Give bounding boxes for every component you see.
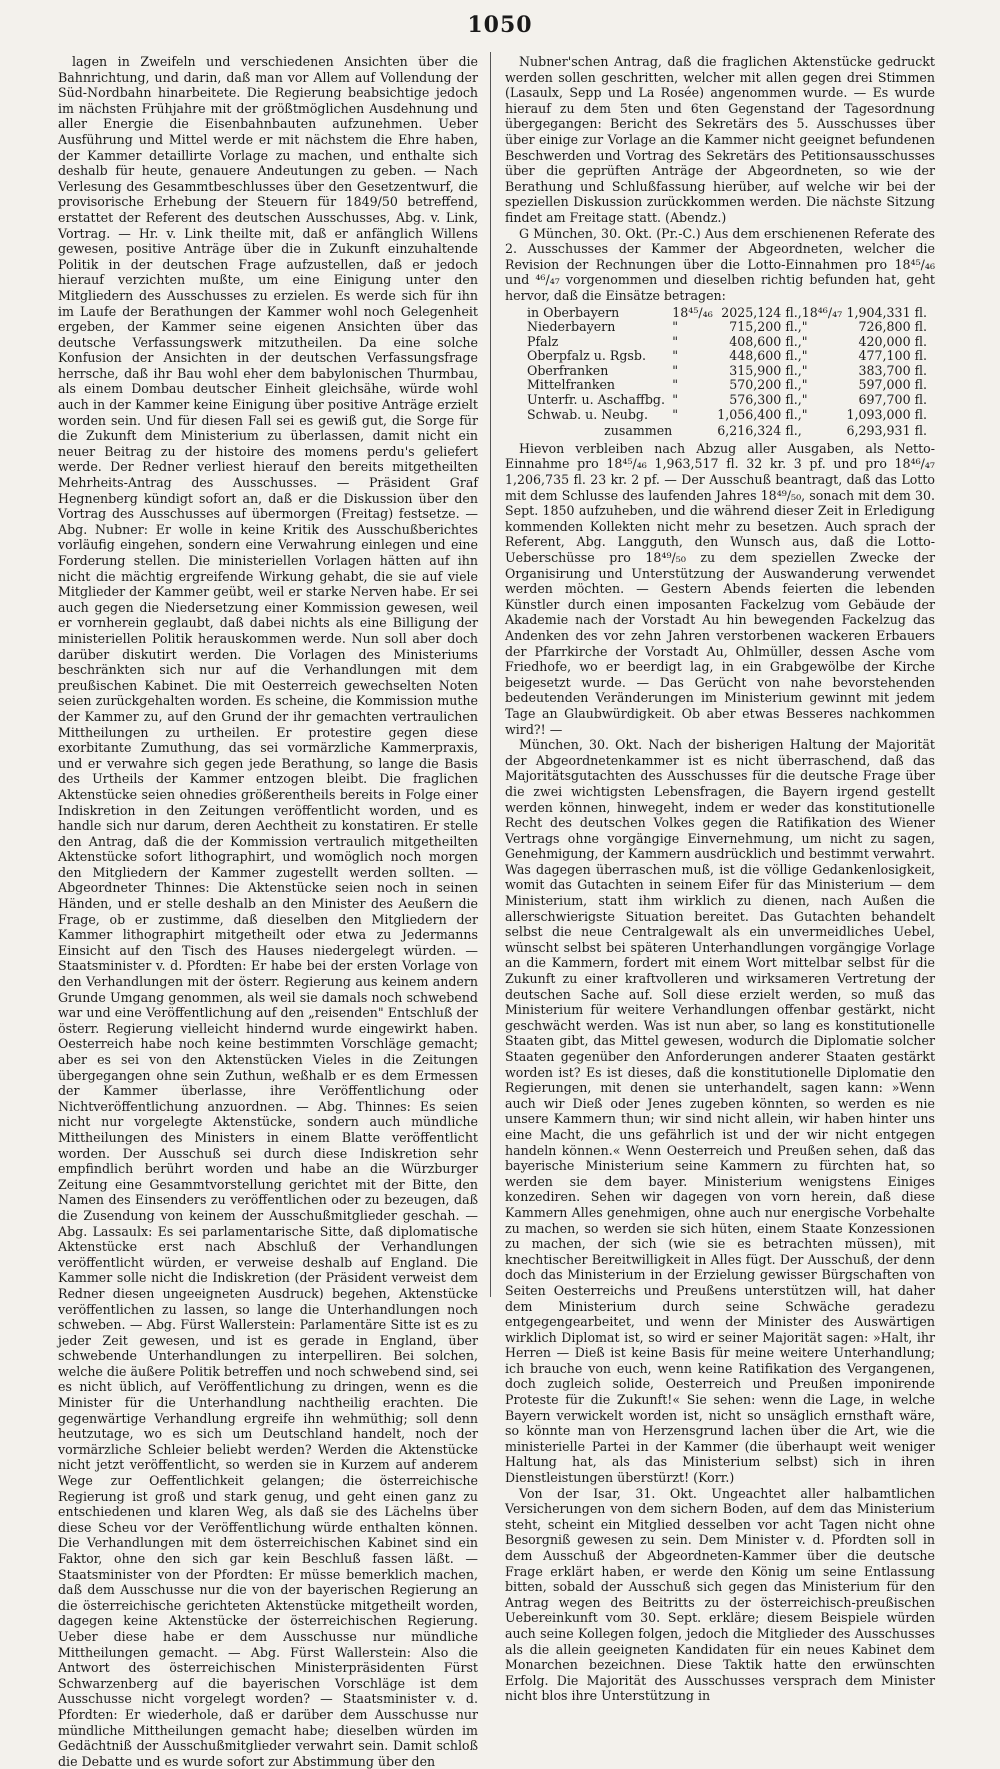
lotto-cell-y1-value: 570,200 fl., <box>729 377 802 393</box>
lotto-cell-y1-label: " <box>672 377 679 393</box>
lotto-cell-y1-value: 408,600 fl., <box>729 333 802 349</box>
lotto-row <box>527 335 927 350</box>
lotto-cell-y1-label: " <box>672 319 679 335</box>
lotto-row <box>527 408 927 423</box>
left-column <box>58 54 478 1769</box>
page-number: 1050 <box>467 12 533 38</box>
lotto-cell-y1-value: 315,900 fl., <box>729 362 802 378</box>
lotto-cell-y2-label: " <box>801 348 808 364</box>
lotto-total-row <box>527 422 927 439</box>
lotto-cell-y1-label: " <box>672 392 679 408</box>
lotto-cell-y2-value: 477,100 fl. <box>858 348 927 364</box>
lotto-cell-y2-value: 1,093,000 fl. <box>846 406 927 422</box>
lotto-cell-y2-value: 420,000 fl. <box>858 333 927 349</box>
lotto-cell-spacer <box>672 422 712 439</box>
lotto-cell-y1-label: " <box>672 333 679 349</box>
lotto-cell-region: Oberpfalz u. Rgsb. <box>527 348 646 364</box>
lotto-cell-y2-value: 726,800 fl. <box>858 319 927 335</box>
right-paragraph-2: G München, 30. Okt. (Pr.-C.) Aus dem erschienenen Referate des 2. Ausschusses der Kammer der Abgeordneten, welcher die Revision der Rechnungen über die Lotto-Einnahmen pro 18⁴⁵/₄₆ und ⁴⁶/₄₇ vorgenommen und dieselben richtig befunden hat, geht hervor, daß die Einsätze betragen: <box>505 225 935 303</box>
lotto-row <box>527 378 927 393</box>
lotto-cell-region: in Oberbayern <box>527 304 620 320</box>
lotto-cell-y2-value: 697,700 fl. <box>858 392 927 408</box>
lotto-cell-y1-value: 448,600 fl., <box>729 348 802 364</box>
right-paragraph-4: München, 30. Okt. Nach der bisherigen Haltung der Majorität der Abgeordnetenkammer ist es nicht überraschend, daß das Majoritätsgutachten des Ausschusses für die deutsche Frage über die zwei wichtigsten Lebensfragen, die Bayern irgend gestellt werden können, hinwegeht, indem er weder das konstitutionelle Recht des deutschen Volkes gegen die Ratifikation des Wiener Vertrags ohne vorgängige Einvernehmung, um nicht zu sagen, Genehmigung, der Kammern ausdrücklich und bestimmt verwahrt. Was dagegen überraschen muß, ist die völlige Gedankenlosigkeit, womit das Gutachten in seinem Eifer für das Ministerium — dem Ministerium, statt ihm wirklich zu dienen, nach Außen die allerschwierigste Situation bereitet. Das Gutachten behandelt selbst die neue Centralgewalt als ein unvermeidliches Uebel, wünscht selbst bei späteren Unterhandlungen vorgängige Vorlage an die Kammern, fordert mit einem Wort mittelbar selbst für die Zukunft zu einer kraftvolleren und wirksameren Vertretung der deutschen Sache auf. Soll diese erzielt werden, so muß das Ministerium für weitere Verhandlungen offenbar gestärkt, nicht geschwächt werden. Was ist nun aber, so lang es konstitutionelle Staaten gibt, das Mittel gewesen, wodurch die Diplomatie solcher Staaten gegenüber den Anforderungen anderer Staaten gestärkt worden ist? Es ist dieses, daß die konstitutionelle Diplomatie den Regierungen, mit denen sie unterhandelt, sagen kann: »Wenn auch wir Dieß oder Jenes zugeben könnten, so werden es nie unsere Kammern thun; wir sind nicht allein, wir haben hinter uns eine Macht, die uns gefährlich ist und der wir nicht entgegen handeln können.« Wenn Oesterreich und Preußen sehen, daß das bayerische Ministerium seine Kammern zu fürchten hat, so werden sie dem bayer. Ministerium wenigstens Einiges konzediren. Sehen wir dagegen von vorn herein, daß diese Kammern Alles genehmigen, ohne auch nur energische Vorbehalte zu machen, so werden sie sich hüten, einem Staate Konzessionen zu machen, der sich (wie sie es betrachten müssen), mit knechtischer Bereitwilligkeit in Alles fügt. Der Ausschuß, der denn doch das Ministerium in der Erzielung gewisser Bürgschaften von Seiten Oesterreichs und Preußens unterstützen will, hat daher dem Ministerium durch seine Schwäche geradezu entgegengearbeitet, und wenn der Minister des Auswärtigen wirklich Diplomat ist, so wird er seiner Majorität sagen: »Halt, ihr Herren — Dieß ist keine Basis für meine weitere Unterhandlung; ich brauche von euch, wenn keine Ratifikation des Vergangenen, doch zugleich solide, Oesterreich und Preußen imponirende Proteste für die Zukunft!« Sie sehen: wenn die Lage, in welche Bayern verwickelt worden ist, nicht so unsäglich ernsthaft wäre, so könnte man von Herzensgrund lachen über die Art, wie die ministerielle Partei in der Kammer (die überhaupt weit weniger Haltung hat, als das Ministerium selbst) sich in ihren Dienstleistungen überstürzt! (Korr.) <box>505 737 935 1486</box>
lotto-cell-y2-value: 1,904,331 fl. <box>846 304 927 320</box>
lotto-cell-y1-label: " <box>672 348 679 364</box>
lotto-cell-region: Niederbayern <box>527 319 616 335</box>
lotto-row <box>527 349 927 364</box>
lotto-cell-total-label: zusammen <box>604 423 673 439</box>
right-paragraph-1: Nubner'schen Antrag, daß die fraglichen Aktenstücke gedruckt werden sollen geschritten, welcher mit allen gegen drei Stimmen (Lasaulx, Sepp und La Rosée) angenommen wurde. — Es wurde hierauf zu dem 5ten und 6ten Gegenstand der Tagesordnung übergegangen: Bericht des Sekretärs des 5. Ausschusses über über einige zur Vorlage an die Kammer nicht geeignet befundenen Beschwerden und Vortrag des Sekretärs des Petitionsausschusses über die geprüften Anträge der Abgeordneten, so wie der Berathung und Schlußfassung hierüber, auf welche wir bei der speziellen Diskussion zurückkommen werden. Die nächste Sitzung findet am Freitage statt. (Abendz.) <box>505 54 935 225</box>
lotto-cell-y2-label: " <box>801 406 808 422</box>
right-column <box>505 54 935 1704</box>
lotto-cell-y1-label: 18⁴⁵/₄₆ <box>672 304 713 320</box>
lotto-table <box>527 306 927 439</box>
lotto-row <box>527 393 927 408</box>
lotto-cell-y1-value: 2025,124 fl., <box>721 304 802 320</box>
lotto-cell-y2-label: " <box>801 333 808 349</box>
lotto-cell-y2-label: " <box>801 319 808 335</box>
lotto-cell-y2-value: 597,000 fl. <box>858 377 927 393</box>
lotto-cell-y1-label: " <box>672 406 679 422</box>
left-paragraph-1: lagen in Zweifeln und verschiedenen Ansichten über die Bahnrichtung, und darin, daß man vor Allem auf Vollendung der Süd-Nordbahn hinarbeitete. Die Regierung beabsichtige jedoch im nächsten Frühjahre mit der größtmöglichen Ausdehnung und aller Energie die Eisenbahnbauten aufzunehmen. Ueber Ausführung und Mittel werde er mit nächstem die Ehre haben, der Kammer detaillirte Vorlage zu machen, und enthalte sich deshalb für heute, genauere Andeutungen zu geben. — Nach Verlesung des Gesammtbeschlusses über den Gesetzentwurf, die provisorische Erhebung der Steuern für 1849/50 betreffend, erstattet der Referent des deutschen Ausschusses, Abg. v. Link, Vortrag. — Hr. v. Link theilte mit, daß er anfänglich Willens gewesen, positive Anträge über die in Zukunft einzuhaltende Politik in der deutschen Frage aufzustellen, daß er jedoch hierauf verzichten mußte, um eine Einigung unter den Mitgliedern des Ausschusses zu erzielen. Es werde sich für ihn im Laufe der Berathungen der Kammer wohl noch Gelegenheit ergeben, der Kammer seine eigenen Ansichten über das deutsche Verfassungswerk mitzutheilen. Da eine solche Konfusion der Ansichten in der deutschen Verfassungsfrage herrsche, daß ihr Bau wohl eher dem babylonischen Thurmbau, als einem Dombau deutscher Einheit gleichsähe, würde wohl auch in der Kammer keine Einigung über positive Anträge erzielt worden sein. Und für diesen Fall sei es gewiß gut, die Sorge für die Zukunft dem Ministerium zu überlassen, damit nicht ein neuer Beitrag zu der histoire des momens perdu's geliefert werde. Der Redner verliest hierauf den bereits mitgetheilten Mehrheits-Antrag des Ausschusses. — Präsident Graf Hegnenberg kündigt sofort an, daß er die Diskussion über den Vortrag des Ausschusses auf übermorgen (Freitag) festsetze. — Abg. Nubner: Er wolle in keine Kritik des Ausschußberichtes vorläufig eingehen, sondern eine Verwahrung einlegen und eine Forderung stellen. Die ministeriellen Vorlagen hätten auf ihn nicht die mächtig ergreifende Wirkung gehabt, die sie auf viele Mitglieder der Kammer geübt, weil er starke Nerven habe. Er sei auch gegen die Niedersetzung einer Kommission gewesen, weil er vornherein geglaubt, daß dabei nichts als eine Billigung der ministeriellen Politik herauskommen werde. Nun soll aber doch darüber diskutirt werden. Die Vorlagen des Ministeriums beschränkten sich nur auf die Verhandlungen mit dem preußischen Kabinet. Die mit Oesterreich gewechselten Noten seien zurückgehalten worden. Es scheine, die Kommission muthe der Kammer zu, auf den Grund der ihr gemachten vertraulichen Mittheilungen zu urtheilen. Er protestire gegen diese exorbitante Zumuthung, das sei vormärzliche Kammerpraxis, und er verwahre sich gegen jede Berathung, so lange die Basis des Urtheils der Kammer entzogen bleibt. Die fraglichen Aktenstücke seien ohnedies größerentheils bereits in Folge einer Indiskretion in den Zeitungen veröffentlicht worden, und es handle sich nur darum, deren Aechtheit zu konstatiren. Er stelle den Antrag, daß die der Kommission vertraulich mitgetheilten Aktenstücke sofort lithographirt, und womöglich noch morgen den Mitgliedern der Kammer zugestellt werden sollten. — Abgeordneter Thinnes: Die Aktenstücke seien noch in seinen Händen, und er stelle deshalb an den Minister des Aeußern die Frage, ob er zustimme, daß dieselben den Mitgliedern der Kammer lithographirt mitgetheilt oder etwa zu Jedermanns Einsicht auf den Tisch des Hauses niedergelegt würden. — Staatsminister v. d. Pfordten: Er habe bei der ersten Vorlage von den Verhandlungen mit der österr. Regierung aus keinem andern Grunde Umgang genommen, als weil sie damals noch schwebend war und eine Veröffentlichung auf den „reisenden" Entschluß der österr. Regierung vielleicht hindernd wurde eingewirkt haben. Oesterreich habe noch keine bestimmten Vorschläge gemacht; aber es sei von den Aktenstücken Vieles in die Zeitungen übergegangen ohne sein Zuthun, weßhalb er es dem Ermessen der Kammer überlasse, ihre Veröffentlichung oder Nichtveröffentlichung anzuordnen. — Abg. Thinnes: Es seien nicht nur vorgelegte Aktenstücke, sondern auch mündliche Mittheilungen des Ministers in einem Blatte veröffentlicht worden. Der Ausschuß sei durch diese Indiskretion sehr empfindlich berührt worden und habe an die Würzburger Zeitung eine Gesammtvorstellung gerichtet mit der Bitte, den Namen des Einsenders zu veröffentlichen oder zu bezeugen, daß die Zusendung von keinem der Ausschußmitglieder geschah. — Abg. Lassaulx: Es sei parlamentarische Sitte, daß diplomatische Aktenstücke erst nach Abschluß der Verhandlungen veröffentlicht würden, er verweise deshalb auf England. Die Kammer solle nicht die Indiskretion (der Präsident verweist dem Redner diesen ungeeigneten Ausdruck) begehen, Aktenstücke veröffentlichen zu lassen, so lange die Unterhandlungen noch schweben. — Abg. Fürst Wallerstein: Parlamentäre Sitte ist es zu jeder Zeit gewesen, und ist es gerade in England, über schwebende Unterhandlungen zu interpelliren. Bei solchen, welche die äußere Politik betreffen und noch schwebend sind, sei es nicht üblich, auf Veröffentlichung zu dringen, wenn es die Minister für die Unterhandlung nachtheilig erachten. Die gegenwärtige Verhandlung ergreife ihn wehmüthig; soll denn heutzutage, wo es sich um Deutschland handelt, noch der vormärzliche Schleier beliebt werden? Werden die Aktenstücke nicht jetzt veröffentlicht, so werden sie in Kurzem auf anderem Wege zur Oeffentlichkeit gelangen; die österreichische Regierung ist groß und stark genug, und geht einen ganz zu entschiedenen und klaren Weg, als daß sie des Lächelns über diese Scheu vor der Veröffentlichung würde enthalten können. Die Verhandlungen mit dem österreichischen Kabinet sind ein Faktor, ohne den sich gar kein Beschluß fassen läßt. — Staatsminister von der Pfordten: Er müsse bemerklich machen, daß dem Ausschusse nur die von der bayerischen Regierung an die österreichische gerichteten Aktenstücke mitgetheilt worden, dagegen keine Aktenstücke der österreichischen Regierung. Ueber diese habe er dem Ausschusse nur mündliche Mittheilungen gemacht. — Abg. Fürst Wallerstein: Also die Antwort des österreichischen Ministerpräsidenten Fürst Schwarzenberg auf die bayerischen Vorschläge ist dem Ausschusse nicht vorgelegt worden? — Staatsminister v. d. Pfordten: Er wiederhole, daß er darüber dem Ausschusse nur mündliche Mittheilungen gemacht habe; dieselben würden im Gedächtniß der Ausschußmitglieder verwahrt sein. Damit schloß die Debatte und es wurde sofort zur Abstimmung über den <box>58 54 478 1769</box>
lotto-cell-y1-value: 576,300 fl., <box>729 392 802 408</box>
lotto-cell-y2-label: " <box>801 362 808 378</box>
lotto-cell-region: Pfalz <box>527 333 559 349</box>
lotto-cell-spacer <box>802 422 842 439</box>
column-divider <box>490 52 491 1297</box>
lotto-cell-y2-label: " <box>801 377 808 393</box>
lotto-cell-region: Schwab. u. Neubg. <box>527 406 648 422</box>
lotto-cell-total-y1: 6,216,324 fl., <box>717 423 802 439</box>
lotto-cell-y2-label: " <box>801 392 808 408</box>
lotto-cell-total-y2: 6,293,931 fl. <box>846 423 927 439</box>
lotto-row <box>527 320 927 335</box>
lotto-cell-y2-label: 18⁴⁶/₄₇ <box>801 304 843 320</box>
lotto-cell-region: Oberfranken <box>527 362 609 378</box>
lotto-cell-region: Unterfr. u. Aschaffbg. <box>527 392 665 408</box>
lotto-cell-y1-label: " <box>672 362 679 378</box>
lotto-row <box>527 364 927 379</box>
lotto-cell-y1-value: 1,056,400 fl., <box>717 406 802 422</box>
lotto-table-body <box>527 306 927 439</box>
right-paragraph-3: Hievon verbleiben nach Abzug aller Ausgaben, als Netto-Einnahme pro 18⁴⁵/₄₆ 1,963,517 fl. 32 kr. 3 pf. und pro 18⁴⁶/₄₇ 1,206,735 fl. 23 kr. 2 pf. — Der Ausschuß beantragt, daß das Lotto mit dem Schlusse des laufenden Jahres 18⁴⁹/₅₀, sonach mit dem 30. Sept. 1850 aufzuheben, und die während dieser Zeit in Erledigung kommenden Kollekten nicht mehr zu besetzen. Auch sprach der Referent, Abg. Langguth, den Wunsch aus, daß die Lotto-Ueberschüsse pro 18⁴⁹/₅₀ zu dem speziellen Zwecke der Organisirung und Unterstützung der Auswanderung verwendet werden möchten. — Gestern Abends feierten die lebenden Künstler durch einen imposanten Fackelzug vom Gebäude der Akademie nach der Vorstadt Au hin bewegenden Fackelzug das Andenken des vor zehn Jahren verstorbenen wackeren Erbauers der Pfarrkirche der Vorstadt Au, Ohlmüller, dessen Asche vom Friedhofe, wo er beerdigt lag, in ein Grabgewölbe der Kirche beigesetzt wurde. — Das Gerücht von nahe bevorstehenden bedeutenden Veränderungen im Ministerium gewinnt mit jedem Tage an Glaubwürdigkeit. Ob aber etwas Besseres nachkommen wird?! — <box>505 440 935 737</box>
lotto-cell-y2-value: 383,700 fl. <box>858 362 927 378</box>
lotto-cell-y1-value: 715,200 fl., <box>729 319 802 335</box>
lotto-row <box>527 306 927 321</box>
lotto-cell-region: Mittelfranken <box>527 377 616 393</box>
right-paragraph-5: Von der Isar, 31. Okt. Ungeachtet aller halbamtlichen Versicherungen von dem sichern Boden, auf dem das Ministerium steht, scheint ein Mitglied desselben vor acht Tagen nicht ohne Besorgniß gewesen zu sein. Dem Minister v. d. Pfordten soll in dem Ausschuß der Abgeordneten-Kammer über die deutsche Frage erklärt haben, er werde den König um seine Entlassung bitten, sobald der Ausschuß sich gegen das Ministerium für den Antrag wegen des Beitritts zu der österreichisch-preußischen Uebereinkunft vom 30. Sept. erkläre; diesem Beispiele würden auch seine Kollegen folgen, jedoch die Mitglieder des Ausschusses als die allein geeigneten Kandidaten für ein neues Kabinet dem Monarchen bezeichnen. Diese Taktik hatte den erwünschten Erfolg. Die Majorität des Ausschusses versprach dem Minister nicht blos ihre Unterstützung in <box>505 1485 935 1704</box>
